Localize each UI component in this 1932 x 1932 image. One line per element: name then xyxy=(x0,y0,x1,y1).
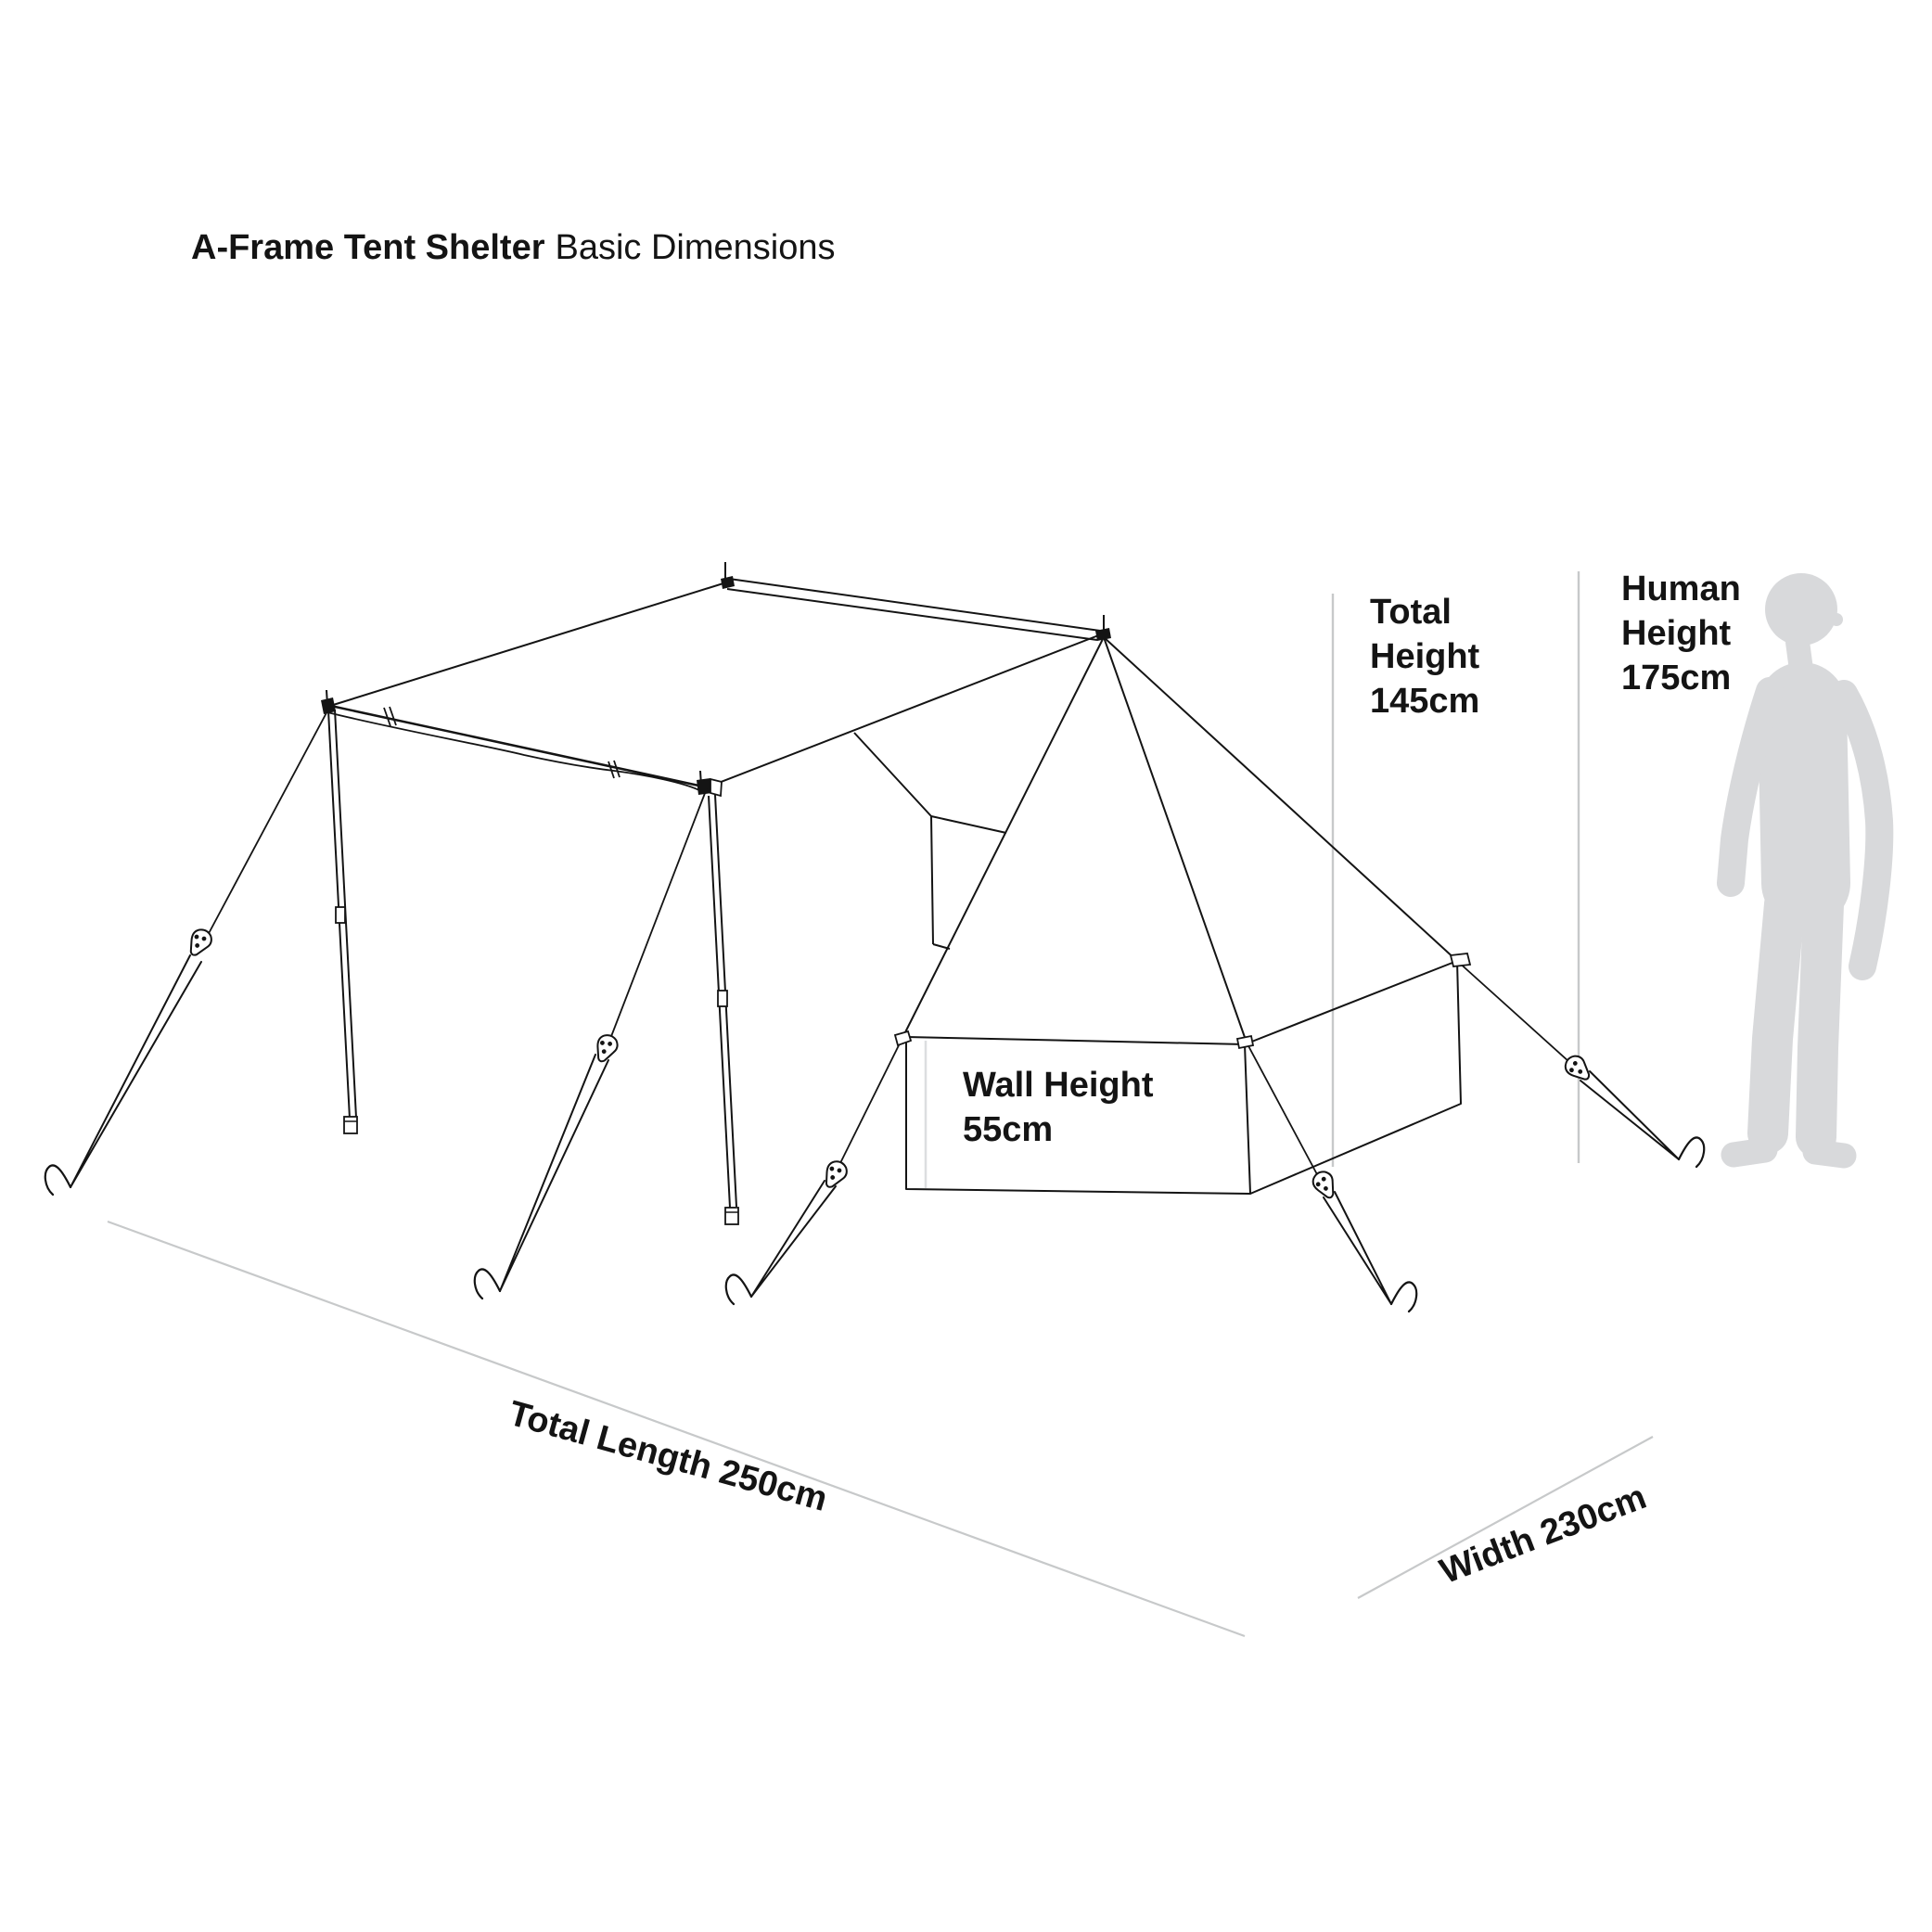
tent-frame xyxy=(854,615,1457,1043)
corner-pole-tips xyxy=(326,562,725,786)
silhouette-nose xyxy=(1830,613,1843,626)
awning-poles xyxy=(328,710,738,1224)
stake-2 xyxy=(500,1055,608,1291)
peg-hook-5 xyxy=(1679,1137,1704,1167)
product-name: A-Frame Tent Shelter xyxy=(191,228,545,267)
ground-edges xyxy=(108,1222,1653,1636)
guy-lines xyxy=(206,706,1569,1176)
diagram-title xyxy=(191,228,835,268)
canopy-roll-top-edge xyxy=(326,705,703,787)
stake-4 xyxy=(1324,1192,1391,1304)
total-height-line2: Height xyxy=(1370,637,1480,676)
wall-height-line1: Wall Height xyxy=(963,1066,1154,1105)
human-height-line1: Human xyxy=(1621,569,1741,608)
total-height-value: 145cm xyxy=(1370,682,1480,721)
tie-out-right xyxy=(1451,953,1470,966)
guy-plate-2 xyxy=(592,1032,620,1065)
peg-hook-1 xyxy=(45,1165,70,1195)
left-pole-foot xyxy=(344,1117,357,1133)
front-pole-joint xyxy=(718,991,727,1006)
back-vertex-cap xyxy=(721,576,735,589)
front-corner-fitting xyxy=(710,779,722,796)
guy-line-front-right xyxy=(1247,1043,1318,1176)
awning-canopy xyxy=(321,562,1101,796)
tie-out-front-right xyxy=(1237,1036,1253,1048)
peg-hook-3 xyxy=(726,1274,751,1304)
human-silhouette xyxy=(1731,573,1879,1156)
stake-3 xyxy=(751,1181,836,1297)
canopy-front-right-edge xyxy=(707,634,1101,787)
tie-out-front-left xyxy=(895,1031,911,1045)
silhouette-right-foot xyxy=(1815,1152,1844,1156)
total-height-line1: Total xyxy=(1370,593,1452,632)
front-right-slope xyxy=(1104,637,1247,1043)
side-wall-panel xyxy=(1245,961,1461,1194)
peg-hook-4 xyxy=(1391,1282,1416,1311)
left-pole-joint xyxy=(336,907,345,923)
door-flap-lines xyxy=(854,733,1006,949)
peg-hook-2 xyxy=(475,1269,500,1299)
human-height-line2: Height xyxy=(1621,614,1732,653)
silhouette-left-leg xyxy=(1768,904,1785,1133)
guy-line-right xyxy=(1457,961,1569,1062)
total-height-label xyxy=(1370,590,1479,723)
silhouette-torso xyxy=(1802,707,1806,883)
tie-out-tabs xyxy=(895,953,1470,1048)
total-length-label: Total Length 250cm xyxy=(504,1393,832,1519)
front-left-slope xyxy=(902,637,1104,1038)
ground-edge-length xyxy=(108,1222,1245,1636)
guy-line-left-corner xyxy=(206,706,330,939)
silhouette-left-foot xyxy=(1734,1150,1765,1155)
stake-5 xyxy=(1580,1071,1679,1159)
width-label: Width 230cm xyxy=(1435,1477,1652,1593)
human-height-label xyxy=(1621,567,1741,700)
diagram-subtitle: Basic Dimensions xyxy=(555,228,836,267)
ridge-pole xyxy=(727,579,1100,640)
guy-line-front-left xyxy=(838,1038,902,1167)
guy-plate-4 xyxy=(1310,1169,1340,1202)
canopy-roll-bottom-edge xyxy=(327,712,699,790)
wall-height-label xyxy=(963,1063,1153,1152)
silhouette-right-leg xyxy=(1816,904,1823,1137)
stake-1 xyxy=(70,955,201,1187)
front-pole-foot xyxy=(725,1208,738,1224)
stakes xyxy=(45,955,1704,1311)
guy-line-front-corner xyxy=(610,788,707,1039)
wall-height-value: 55cm xyxy=(963,1110,1054,1149)
canopy-back-edge xyxy=(330,582,726,706)
human-height-value: 175cm xyxy=(1621,659,1732,697)
